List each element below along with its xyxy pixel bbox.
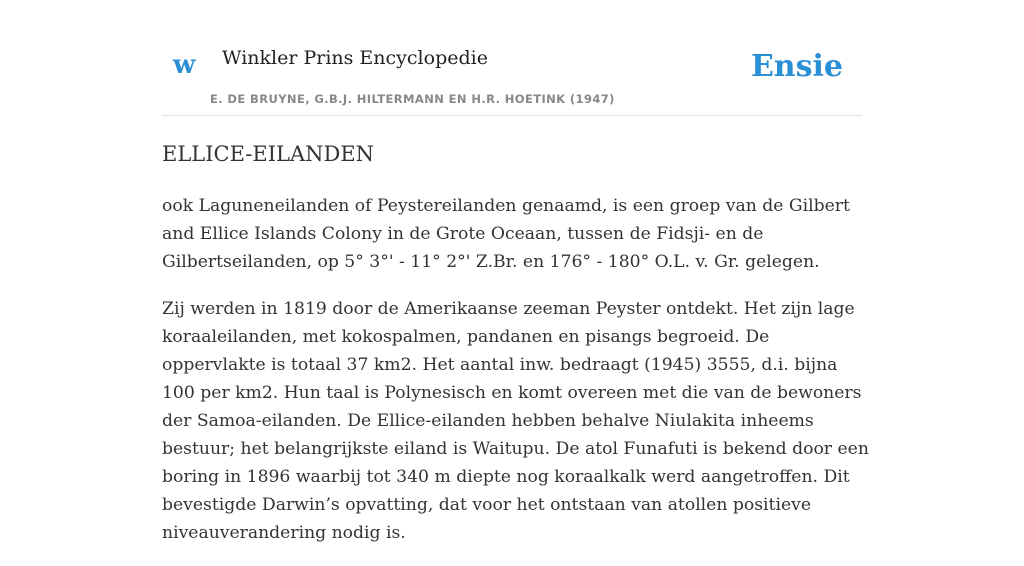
header [162, 0, 862, 116]
page-container [162, 0, 869, 543]
ensie-brand-logo[interactable]: Ensie [750, 49, 843, 84]
entry-paragraph: Zij werden in 1819 door de Amerikaanse zeeman Peyster ontdekt. Het zijn lage koraaleilanden, met kokospalmen, pandanen en pisangs begroeid. De oppervlakte is totaal 37 km2. Het aantal inw. bedraagt (1945) 3555, d.i. bijna 100 per km2. Hun taal is Polynesisch en komt overeen met die van de bewoners der Samoa-eilanden. De Ellice-eilanden hebben behalve Niulakita inheems bestuur; het belangrijkste eiland is Waitupu. De atol Funafuti is bekend door een boring in 1896 waarbij tot 340 m diepte nog koraalkalk werd aangetroffen. Dit bevestigde Darwin’s opvatting, dat voor het ontstaan van atollen positieve niveauverandering nodig is. [162, 299, 869, 543]
entry-title: ELLICE-EILANDEN [162, 142, 375, 166]
book-authors: E. DE BRUYNE, G.B.J. HILTERMANN EN H.R. HOETINK (1947) [210, 92, 615, 106]
book-title-link[interactable]: Winkler Prins Encyclopedie [222, 47, 488, 69]
winkler-prins-logo-icon[interactable]: w [173, 50, 196, 80]
entry-paragraph: ook Laguneneilanden of Peystereilanden genaamd, is een groep van de Gilbert and Ellice Islands Colony in de Grote Oceaan, tussen de Fidsji- en de Gilbertseilanden, op 5° 3°' - 11° 2°' Z.Br. en 176° - 180° O.L. v. Gr. gelegen. [162, 196, 850, 272]
entry-body [162, 192, 872, 566]
